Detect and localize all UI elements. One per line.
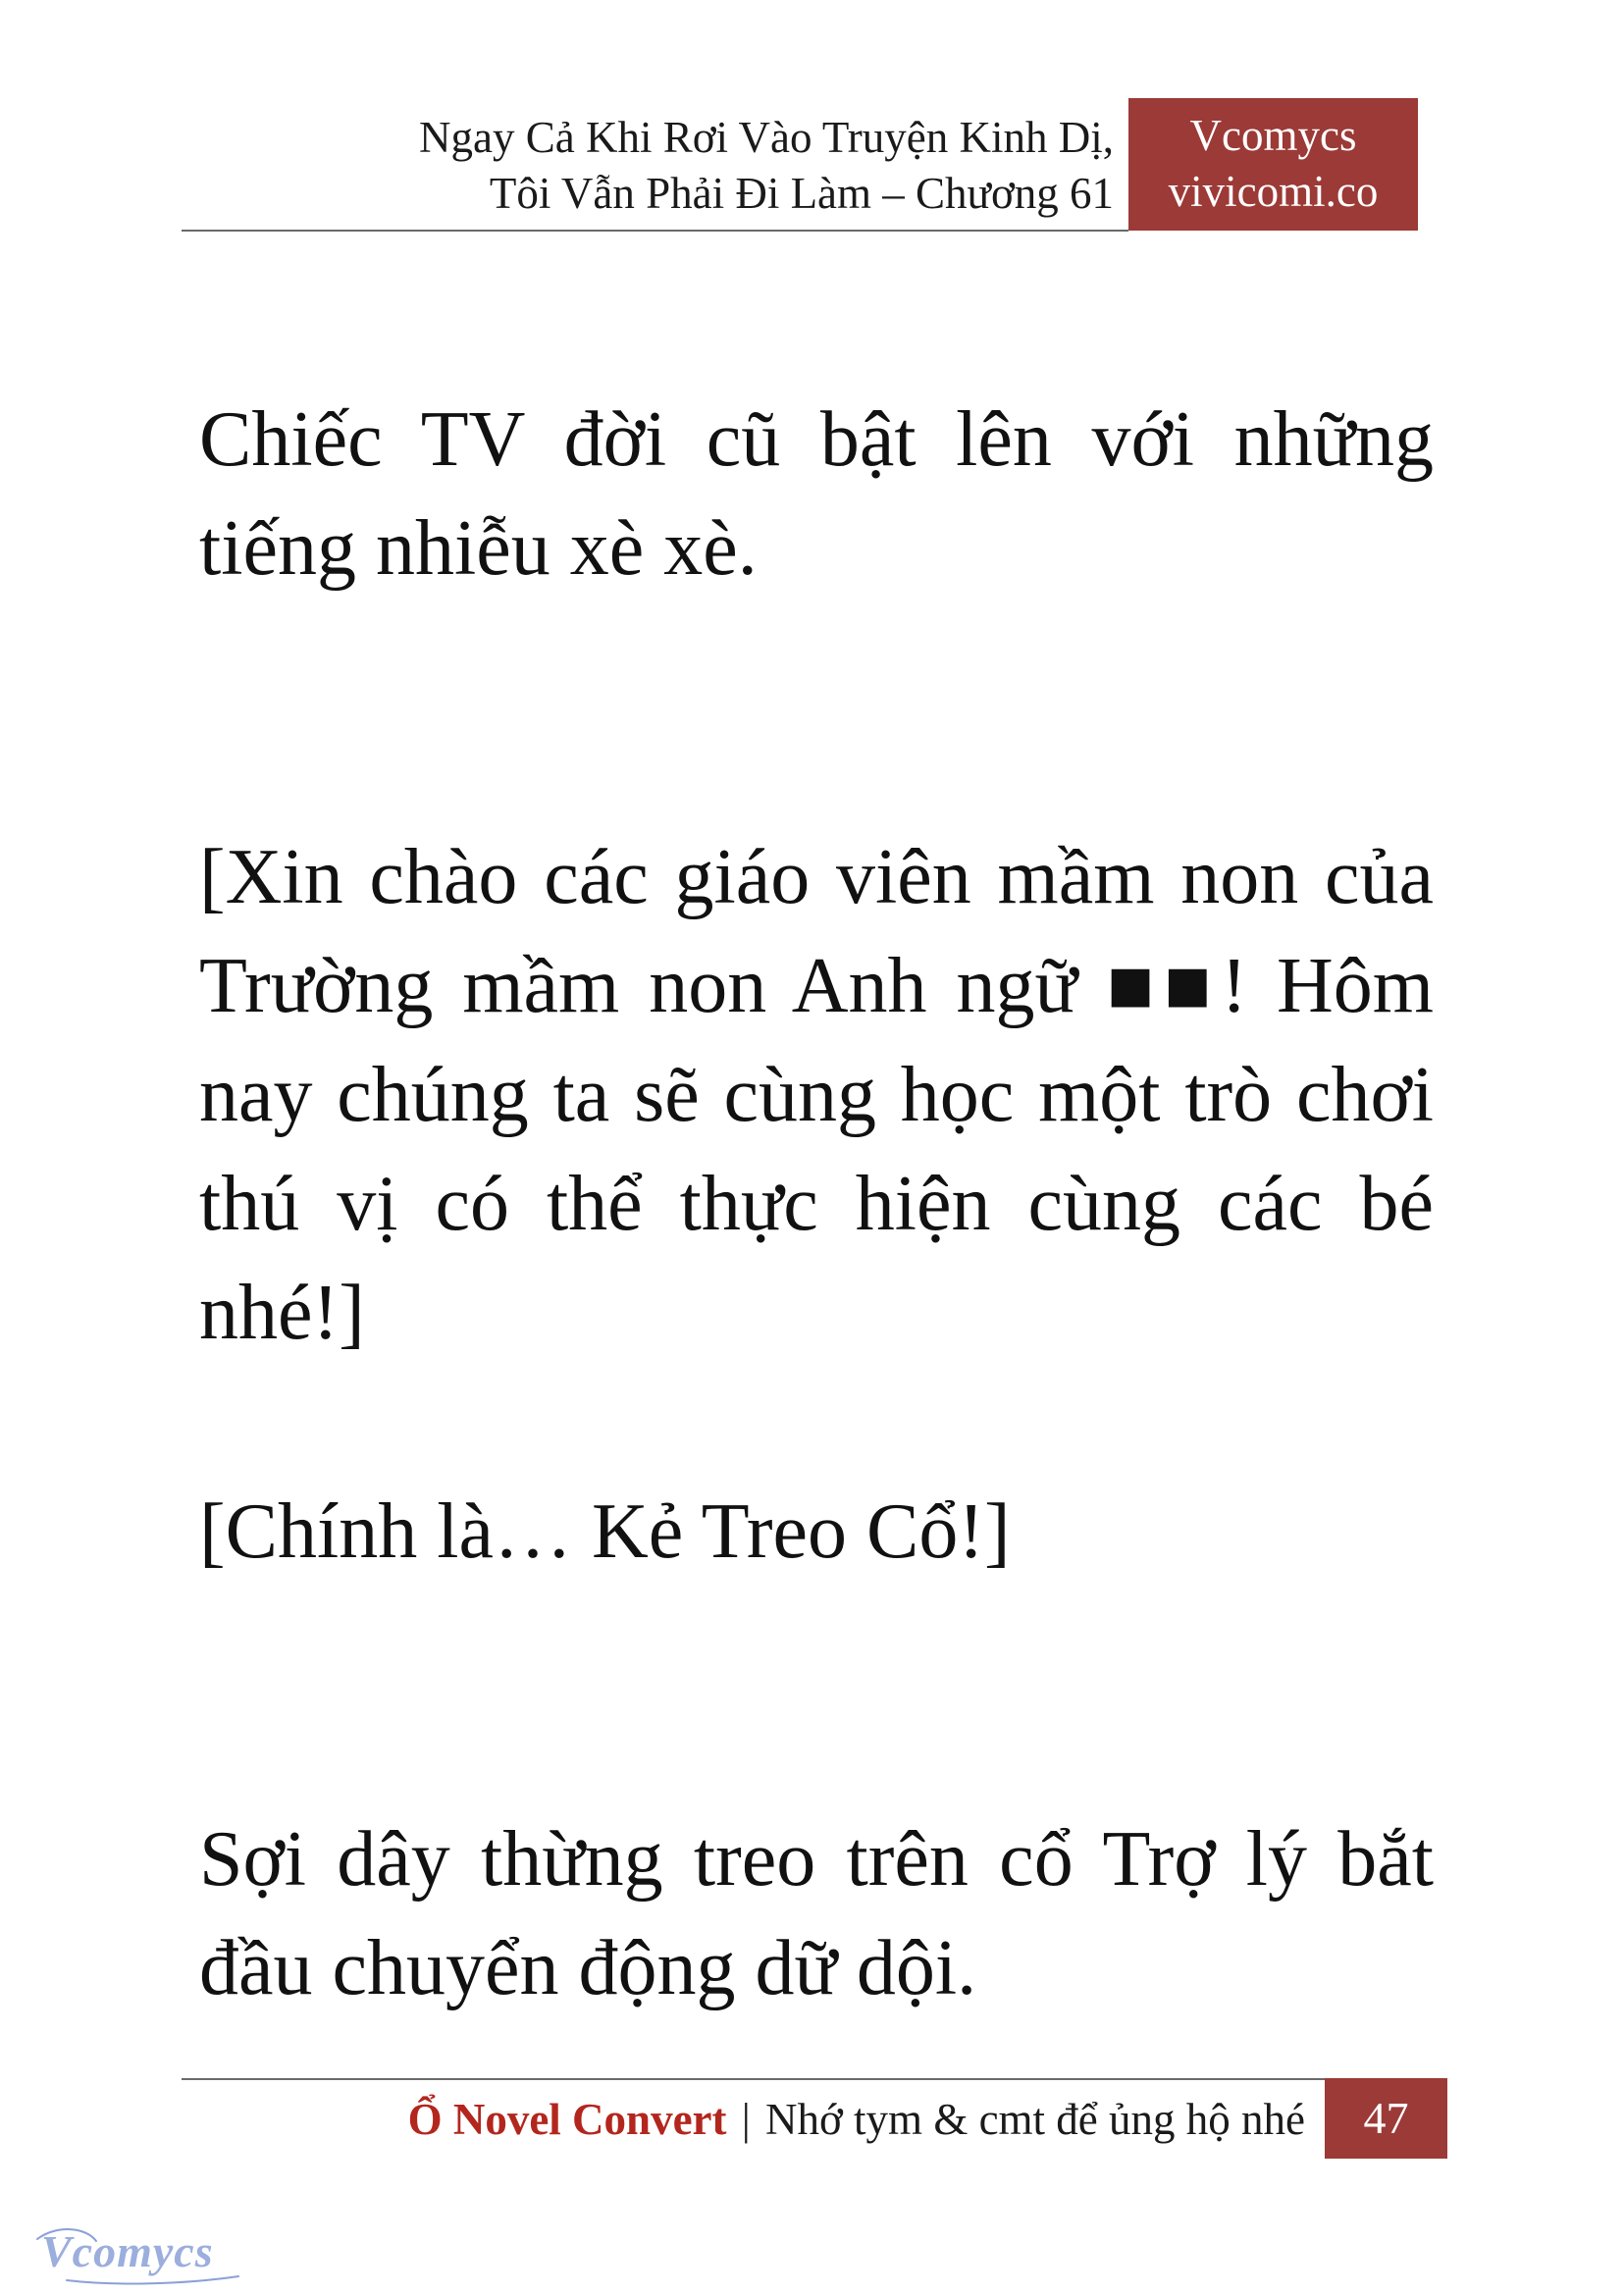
footer-separator: | (741, 2095, 751, 2144)
paragraph-3: [Chính là… Kẻ Treo Cổ!] (199, 1488, 1011, 1575)
header-brand-box (1128, 98, 1418, 231)
vcomycs-logo-icon (27, 2219, 253, 2288)
chapter-title-line-2: Tôi Vẫn Phải Đi Làm – Chương 61 (489, 169, 1114, 218)
vcomycs-logo-svg (27, 2219, 253, 2288)
footer-text (408, 2092, 1305, 2147)
header-divider (182, 230, 1128, 232)
page-header (182, 98, 1418, 231)
page-number: 47 (1325, 2078, 1447, 2159)
paragraph-1: Chiếc TV đời cũ bật lên với những tiếng nhiễu xè xè. (199, 396, 1434, 592)
footer-divider (182, 2078, 1325, 2080)
paragraph-2: [Xin chào các giáo viên mầm non của Trường mầm non Anh ngữ ■■! Hôm nay chúng ta sẽ cùng học một trò chơi thú vị có thể thực hiện cùng các bé nhé!] (199, 834, 1434, 1356)
header-brand-site: vivicomi.co (1168, 167, 1379, 216)
footer-brand: Ổ Novel Convert (407, 2095, 727, 2144)
page-footer (182, 2078, 1447, 2159)
header-brand-name: Vcomycs (1189, 111, 1357, 160)
paragraph-4: Sợi dây thừng treo trên cổ Trợ lý bắt đầu chuyển động dữ dội. (199, 1816, 1434, 2011)
chapter-title-line-1: Ngay Cả Khi Rơi Vào Truyện Kinh Dị, (419, 113, 1114, 162)
footer-message: Nhớ tym & cmt để ủng hộ nhé (765, 2095, 1305, 2144)
chapter-title (231, 110, 1114, 222)
svg-text:Vcomycs: Vcomycs (41, 2226, 214, 2276)
